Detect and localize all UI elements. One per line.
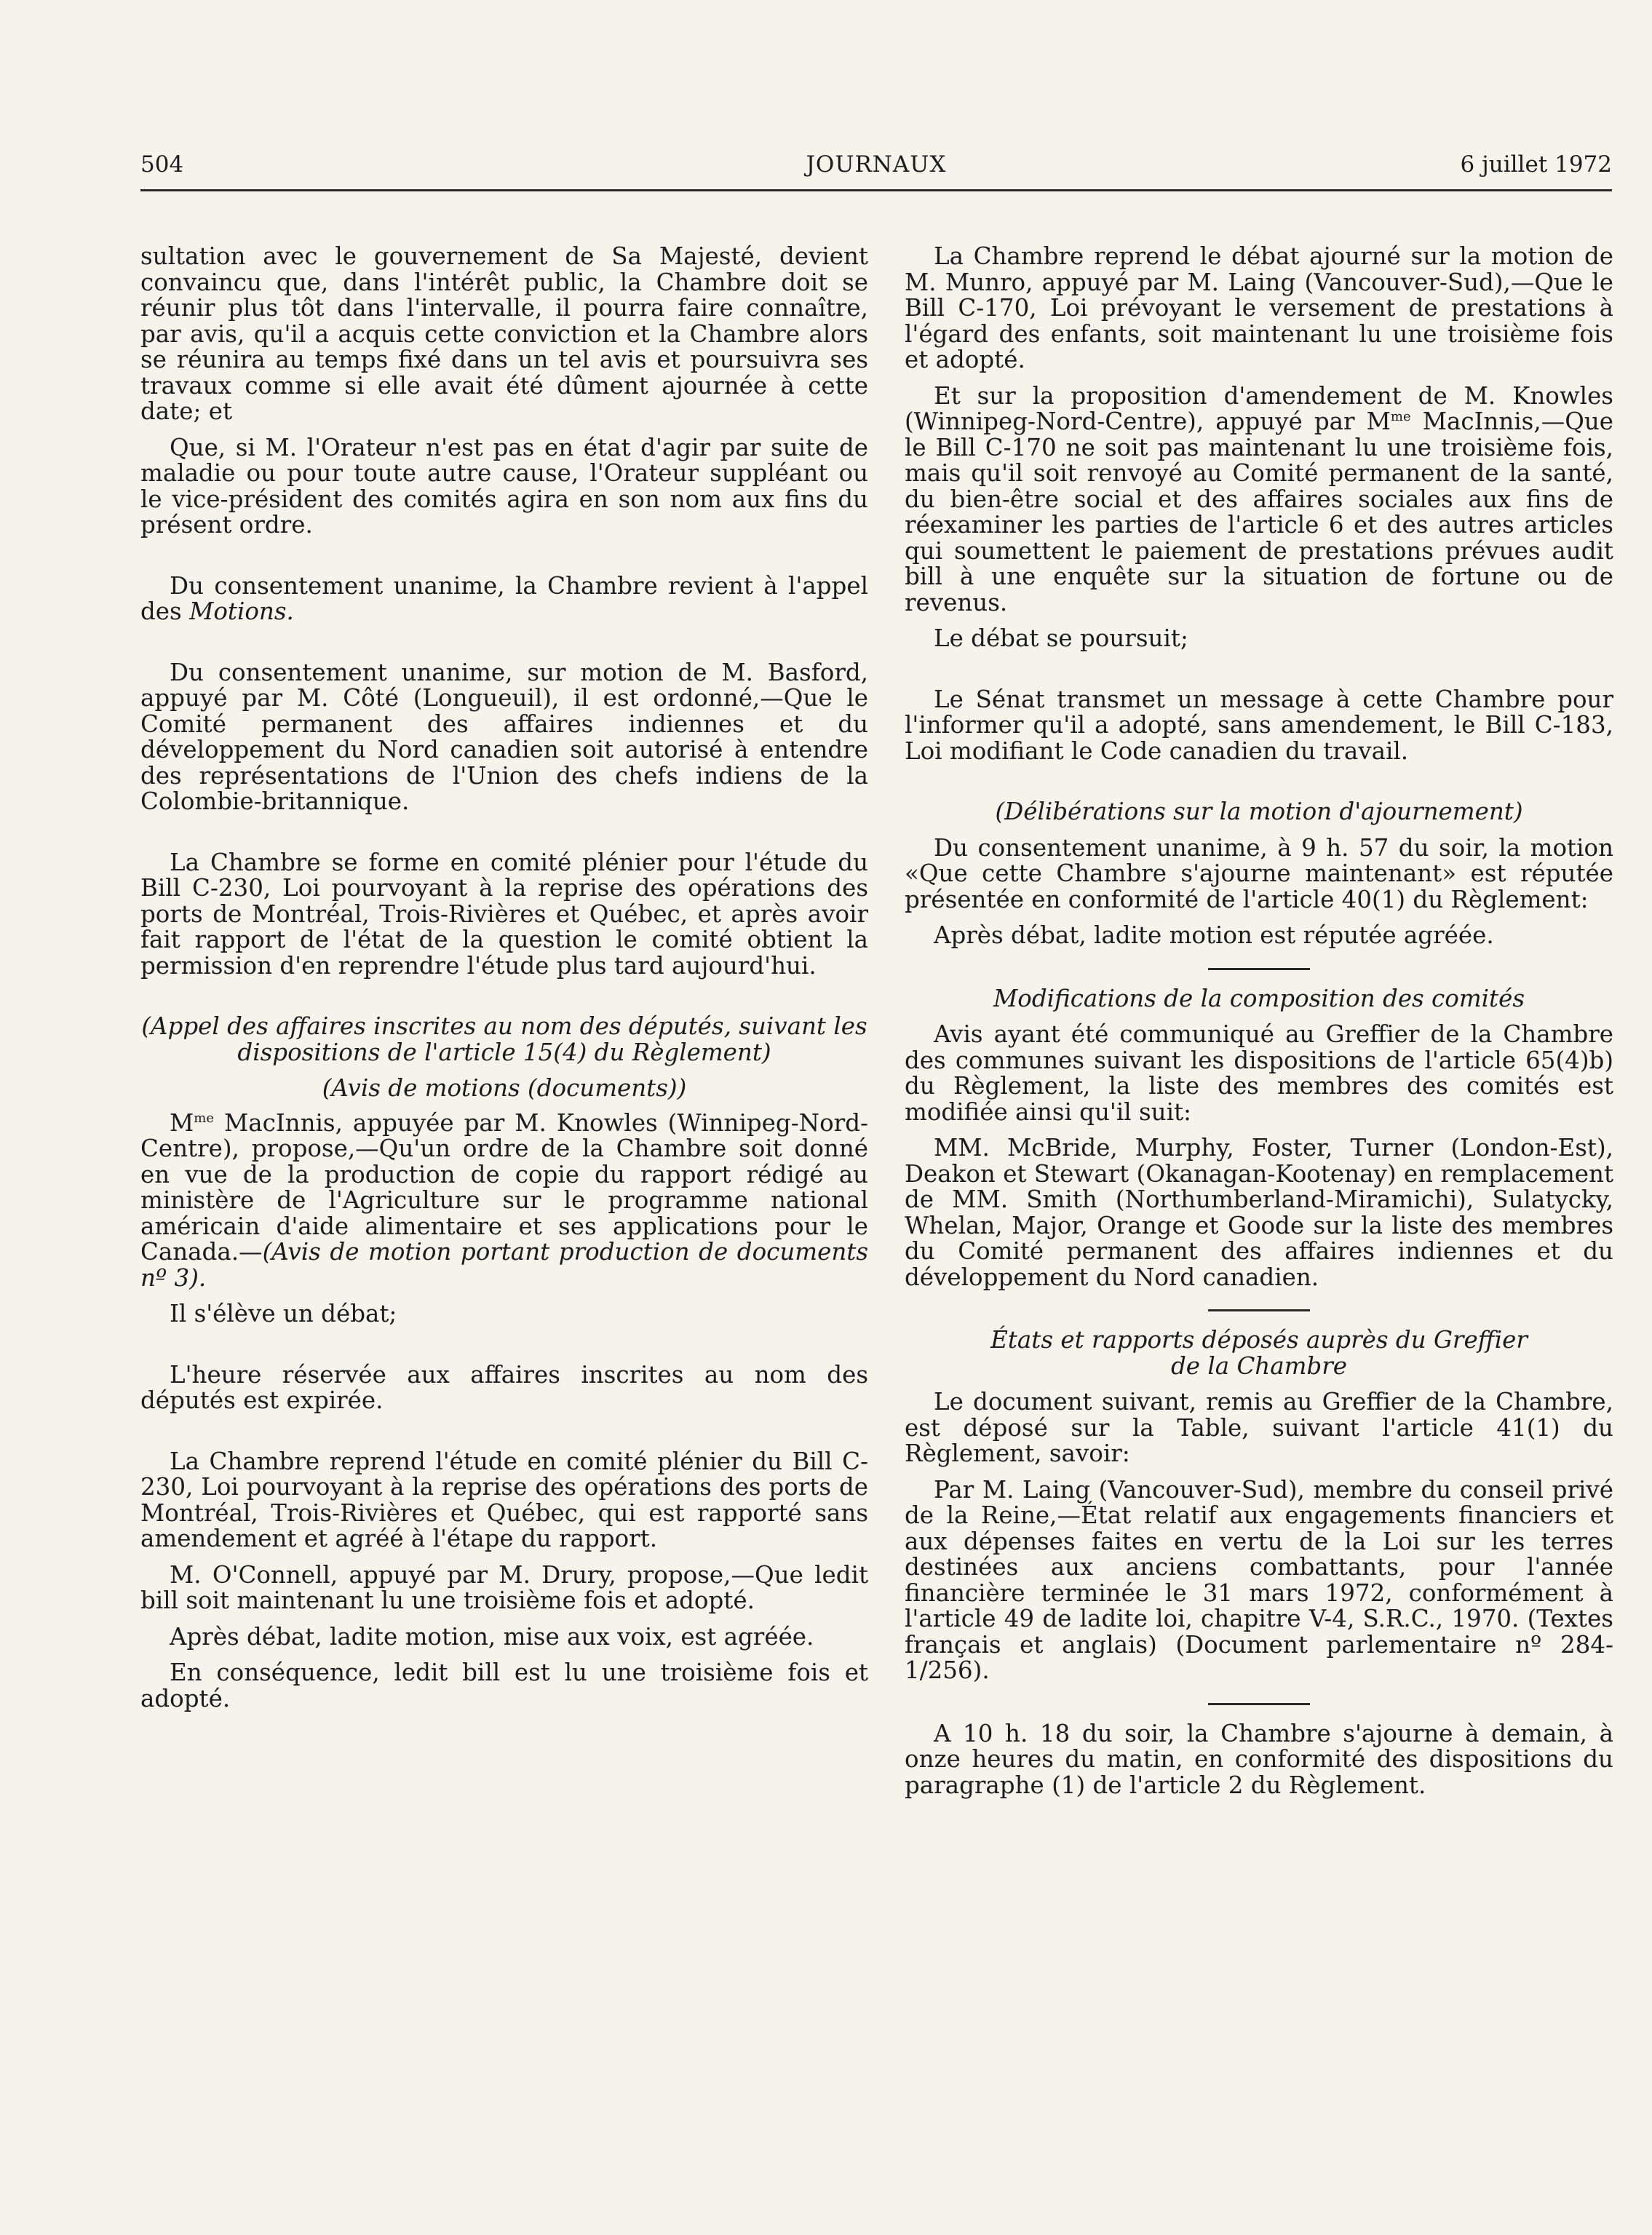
paragraph-italic: Motions. [189,598,294,625]
paragraph: Le document suivant, remis au Greffier de la Chambre, est déposé sur la Table, suivant l'article 41(1) du Règlement, savoir: [905,1388,1613,1467]
paragraph: Il s'élève un débat; [170,1300,397,1327]
paragraph-text: M [170,1108,194,1137]
superscript: me [194,1110,215,1126]
paragraph: Que, si M. l'Orateur n'est pas en état d'agir par suite de maladie ou pour toute autre cause, l'Orateur suppléant ou le vice-président des comités agira en son nom aux fins du présent ordre. [140,433,868,539]
paragraph: sultation avec le gouvernement de Sa Majesté, devient convaincu que, dans l'intérêt public, la Chambre doit se réunir plus tôt dans l'intervalle, il pourra faire connaître, par avis, qu'il a acquis cette conviction et la Chambre alors se réunira au temps fixé dans un tel avis et poursuivra ses travaux comme si elle avait été dûment ajournée à cette date; et [140,244,868,425]
paragraph: Après débat, ladite motion est réputée agréée. [934,921,1494,949]
divider [1208,968,1310,970]
running-head [140,146,1612,191]
left-column [140,244,868,1990]
paragraph-italic: (Avis de motion portant production de documents nº 3). [140,1238,868,1292]
paragraph: Par M. Laing (Vancouver-Sud), membre du conseil privé de la Reine,—État relatif aux engagements financiers et aux dépenses faites en vertu de la Loi sur les terres destinées aux anciens combattants, pour l'année financière terminée le 31 mars 1972, conformément à l'article 49 de ladite loi, chapitre V-4, S.R.C., 1970. (Textes français et anglais) (Document parlementaire nº 284-1/256). [905,1475,1613,1684]
paragraph-text: MacInnis,—Que le Bill C-170 ne soit pas maintenant lu une troisième fois, mais qu'il soit renvoyé au Comité permanent de la santé, du bien-être social et des affaires sociales aux fins de réexaminer les parties de l'article 6 et des autres articles qui soumettent le paiement de prestations prévues audit bill à une enquête sur la situation de fortune ou de revenus. [905,408,1613,616]
superscript: me [1390,409,1411,425]
paragraph: En conséquence, ledit bill est lu une troisième fois et adopté. [140,1659,868,1712]
section-heading: (Délibérations sur la motion d'ajournement) [995,798,1523,825]
paragraph: La Chambre se forme en comité plénier pour l'étude du Bill C-230, Loi pourvoyant à la reprise des opérations des ports de Montréal, Trois-Rivières et Québec, et après avoir fait rapport de l'état de la question le comité obtient la permission d'en reprendre l'étude plus tard aujourd'hui. [140,848,868,980]
paragraph [905,381,1613,616]
paragraph: La Chambre reprend le débat ajourné sur la motion de M. Munro, appuyé par M. Laing (Vancouver-Sud),—Que le Bill C-170, Loi prévoyant le versement de prestations à l'égard des enfants, soit maintenant lu une troisième fois et adopté. [905,244,1613,373]
section-heading: Modifications de la composition des comités [993,984,1525,1012]
section-heading: États et rapports déposés auprès du Greffier [990,1326,1528,1354]
paragraph: A 10 h. 18 du soir, la Chambre s'ajourne à demain, à onze heures du matin, en conformité des dispositions du paragraphe (1) de l'article 2 du Règlement. [905,1719,1613,1799]
section-heading: (Appel des affaires inscrites au nom des députés, suivant les dispositions de l'article 15(4) du Règlement) [141,1012,867,1066]
section-heading: de la Chambre [1170,1351,1348,1380]
paragraph [140,573,868,625]
paragraph: Avis ayant été communiqué au Greffier de la Chambre des communes suivant les dispositions de l'article 65(4)b) du Règlement, la liste des membres des comités est modifiée ainsi qu'il suit: [905,1020,1613,1126]
paragraph-text: Du consentement unanime, la Chambre revient à l'appel des [140,571,868,625]
paragraph: L'heure réservée aux affaires inscrites au nom des députés est expirée. [140,1360,868,1414]
page-title: JOURNAUX [806,151,947,178]
paragraph-text: Et sur la proposition d'amendement de M. Knowles (Winnipeg-Nord-Centre), appuyé par M [905,381,1613,435]
page-date: 6 juillet 1972 [1460,151,1612,178]
paragraph: M. O'Connell, appuyé par M. Drury, propose,—Que ledit bill soit maintenant lu une troisième fois et adopté. [140,1560,868,1614]
page-number: 504 [140,151,184,178]
paragraph: La Chambre reprend l'étude en comité plénier du Bill C-230, Loi pourvoyant à la reprise des opérations des ports de Montréal, Trois-Rivières et Québec, qui est rapporté sans amendement et agréé à l'étape du rapport. [140,1447,868,1552]
paragraph: Le Sénat transmet un message à cette Chambre pour l'informer qu'il a adopté, sans amendement, le Bill C-183, Loi modifiant le Code canadien du travail. [905,685,1613,765]
divider [1208,1703,1310,1705]
right-column [905,244,1613,1990]
section-subheading: (Avis de motions (documents)) [322,1074,687,1102]
paragraph: Après débat, ladite motion, mise aux voix, est agréée. [170,1622,814,1651]
paragraph: Du consentement unanime, sur motion de M. Basford, appuyé par M. Côté (Longueuil), il est ordonné,—Que le Comité permanent des affaires indiennes et du développement du Nord canadien soit autorisé à entendre des représentations de l'Union des chefs indiens de la Colombie-britannique. [140,658,868,815]
paragraph [140,1108,868,1292]
paragraph: MM. McBride, Murphy, Foster, Turner (London-Est), Deakon et Stewart (Okanagan-Kootenay) en remplacement de MM. Smith (Northumberland-Miramichi), Sulatycky, Whelan, Major, Orange et Goode sur la liste des membres du Comité permanent des affaires indiennes et du développement du Nord canadien. [905,1134,1613,1291]
paragraph-text: MacInnis, appuyée par M. Knowles (Winnipeg-Nord-Centre), propose,—Qu'un ordre de la Chambre soit donné en vue de la production de copie du rapport rédigé au ministère de l'Agriculture sur le programme national américain d'aide alimentaire et ses applications pour le Canada.— [140,1108,868,1266]
paragraph: Du consentement unanime, à 9 h. 57 du soir, la motion «Que cette Chambre s'ajourne maintenant» est réputée présentée en conformité de l'article 40(1) du Règlement: [905,833,1613,913]
paragraph: Le débat se poursuit; [934,624,1188,652]
divider [1208,1309,1310,1311]
